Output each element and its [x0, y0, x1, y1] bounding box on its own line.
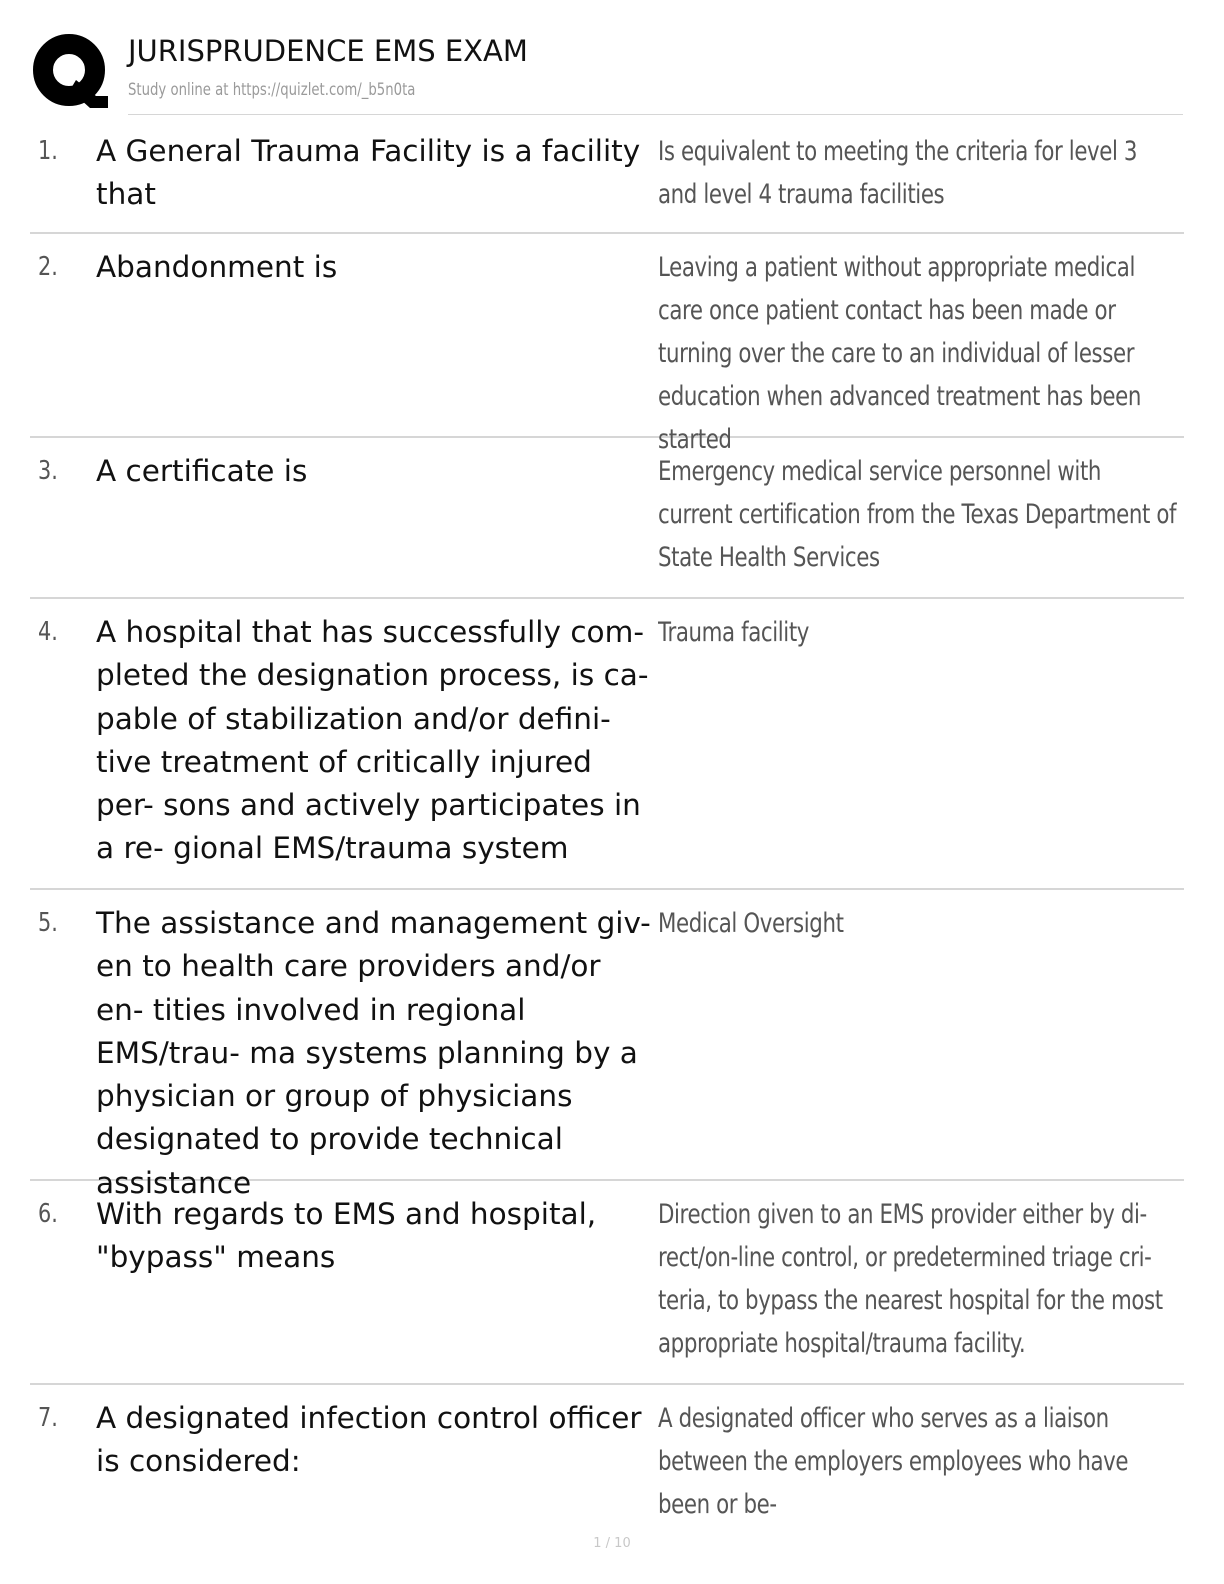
quizlet-logo-icon [32, 34, 110, 108]
card-definition: Leaving a patient without appropriate medical care once patient contact has been made or turning over the care to an individual of lesser education when advanced treatment has been started [658, 252, 1141, 455]
flashcard-row [30, 438, 1184, 599]
flashcard-row [30, 1181, 1184, 1385]
flashcard-row [30, 599, 1184, 890]
page-title: JURISPRUDENCE EMS EXAM [128, 34, 528, 68]
flashcard-row [30, 118, 1184, 234]
page-header [30, 30, 1184, 114]
card-definition: A designated officer who serves as a liaison between the employers employees who have been or be- [658, 1403, 1129, 1520]
flashcard-row [30, 1385, 1184, 1520]
flashcard-row [30, 890, 1184, 1200]
card-term: A General Trauma Facility is a facility that [96, 134, 641, 212]
card-term: With regards to EMS and hospital, "bypass" means [96, 1197, 597, 1275]
card-definition: Trauma facility [658, 617, 810, 648]
card-definition: Emergency medical service personnel with current certification from the Texas Department of State Health Services [658, 456, 1177, 573]
card-term: The assistance and management giv- en to health care providers and/or en- tities involved in regional EMS/trau- ma systems planning by a physician or group of physicians designated to provide technical assistance [96, 906, 651, 1200]
page-number: 1 / 10 [593, 1536, 631, 1551]
card-term: A designated infection control officer is considered: [96, 1401, 642, 1479]
card-term: Abandonment is [96, 250, 338, 284]
card-number: 5. [38, 908, 58, 938]
card-definition: Direction given to an EMS provider either by di- rect/on-line control, or predetermined triage cri- teria, to bypass the nearest hospital for the most appropriate hospital/trauma facility. [658, 1199, 1163, 1359]
card-term: A certificate is [96, 454, 308, 488]
header-divider [128, 114, 1183, 115]
card-number: 7. [38, 1403, 58, 1433]
flashcard-list [30, 118, 1184, 1520]
card-number: 6. [38, 1199, 58, 1229]
card-number: 1. [38, 136, 58, 166]
study-link[interactable]: Study online at https://quizlet.com/_b5n0ta [128, 80, 416, 100]
flashcard-row [30, 234, 1184, 455]
card-definition: Is equivalent to meeting the criteria for level 3 and level 4 trauma facilities [658, 136, 1138, 210]
card-number: 4. [38, 617, 58, 647]
card-number: 3. [38, 456, 58, 486]
card-definition: Medical Oversight [658, 908, 844, 939]
card-number: 2. [38, 252, 58, 282]
card-term: A hospital that has successfully com- pleted the designation process, is ca- pable of stabilization and/or defini- tive treatment of critically injured per- sons and actively participates in a re- gional EMS/trauma system [96, 615, 649, 866]
